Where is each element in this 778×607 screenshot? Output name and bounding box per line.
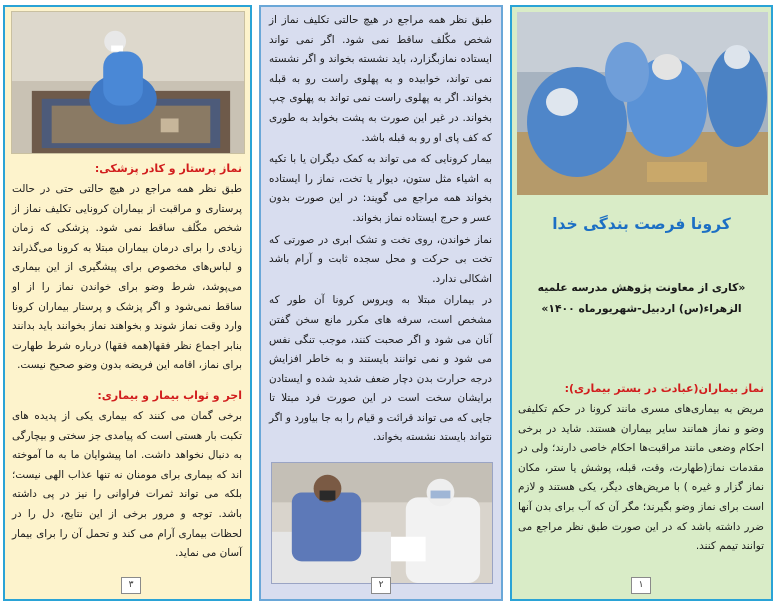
panel-2 (259, 5, 503, 601)
paragraph: طبق نظر همه مراجع در هیچ حالتی تکلیف نماز از شخص مکّلف ساقط نمی شود. اگر نمی تواند ایستاده نمازبگزارد، باید نشسته بخواند و اگر نشسته نمی تواند، خوابیده و به پهلوی راست رو به قبله بخواند. اگر به پهلوی راست نمی تواند به پهلوی چپ بخواند. در غیر این صورت به پشت بخوابد به طوری که کف پای او رو به قبله باشد. (269, 14, 492, 144)
reward-body: برخی گمان می کنند که بیماری یکی از پدیده های تکبت بار هستی است که پیامدی جز سختی و بیچارگی به دنبال نخواهد داشت. اما پیشوایان ما به ما آموخته اند که بیماری برای مومنان نه تنها عذاب الهی نیست؛ بلکه می تواند ثمرات فراوانی را نیز در پی داشته باشد. توجه و مرور برخی از این نتایج، دل را در لحظات بیماری آرام می کند و تحمل آن را برای بیمار آسان می نماید. (12, 409, 242, 560)
brochure-subtitle: «کاری از معاونت پژوهش مدرسه علمیه الزهراء(س) اردبیل-شهریورماه ۱۴۰۰» (537, 281, 746, 315)
paragraph: بیمار کرونایی که می تواند به کمک دیگران یا با تکیه به اشیاء مثل ستون، دیوار یا تخت، نماز را ایستاده بخواند همه مراجع می گویند: در این صورت بدون عسر و حرج ایستاده نماز بخواند. (269, 153, 492, 224)
praying-doctor-photo (11, 11, 245, 154)
paragraph: نماز خواندن، روی تخت و تشک ابری در صورتی که تخت بی حرکت و محل سجده ثابت و آرام باشد اشکالی ندارد. (269, 233, 492, 285)
reward-heading: اجر و ثواب بیمار و بیماری: (97, 388, 242, 402)
hospital-patients-photo (271, 462, 493, 584)
praying-medics-photo (517, 12, 768, 195)
paragraph: در بیماران مبتلا به ویروس کرونا آن طور که مشخص است، سرفه های مکرر مانع سخن گفتن آنان می شود و اگر صحبت کنند، موجب تنگی نفس می شود و نمی توانند بایستند و به خاطر افزایش درجه حرارت بدن دچار ضعف شدید شده و ایستادن برایشان سخت است در این صورت فرد مبتلا تا جایی که می تواند قرائت و قیام را به جا بیاورد و اگر نتواند بایستد نشسته بخواند. (269, 294, 492, 444)
nurses-prayer-body: طبق نظر همه مراجع در هیچ حالتی حتی در حالت پرستاری و مراقبت از بیماران کرونایی تکلیف نماز از شخص مکّلف ساقط نمی شود. پزشکی که زمان زیادی را برای درمان بیماران مبتلا به کرونا می‌گذراند و لباس‌های مخصوص برای پیشگیری از این بیماری می‌پوشد، شرط وضو برای خواندن نماز را از او ساقط نمی‌شود و اگر پزشک و پرستار بیماران کرونا وارد وقت نماز شوند و بخواهند نماز بخوانند باید بدانند بنابر اجماع نظر فقها(همه فقها) درباره شرط طهارت برای نماز، اقامه این فریضه بدون وضو صحیح نیست. (12, 183, 242, 372)
page-number: ۱ (631, 577, 651, 594)
panel-1 (510, 5, 773, 601)
nurses-prayer-heading: نماز پرستار و کادر پزشکی: (94, 162, 242, 175)
page-number: ۲ (371, 577, 391, 594)
patients-prayer-heading: نماز بیماران(عبادت در بستر بیماری): (564, 382, 764, 395)
panel-3 (3, 5, 252, 601)
brochure-title: کرونا فرصت بندگی خدا (552, 215, 731, 233)
patients-prayer-body: مریض به بیماری‌های مسری مانند کرونا در حکم تکلیفی وضو و نماز همانند سایر بیماران هستند. شاید در برخی احکام وضعی مانند مراقبت‌ها احکام خاصی دارند؛ ولی در مقدمات نماز(طهارت، وقت، قبله، پوشش یا ستر، مکان نماز گزار و غیره ) با مریض‌های دیگر، یکی هستند و لازم است برای نماز وضو بگیرند؛ مگر آن که آب برای بدن آنها ضرر داشته باشد که در این صورت طبق نظر مراجع می توانند تیمم کنند. (518, 403, 764, 553)
page-number: ۳ (121, 577, 141, 594)
